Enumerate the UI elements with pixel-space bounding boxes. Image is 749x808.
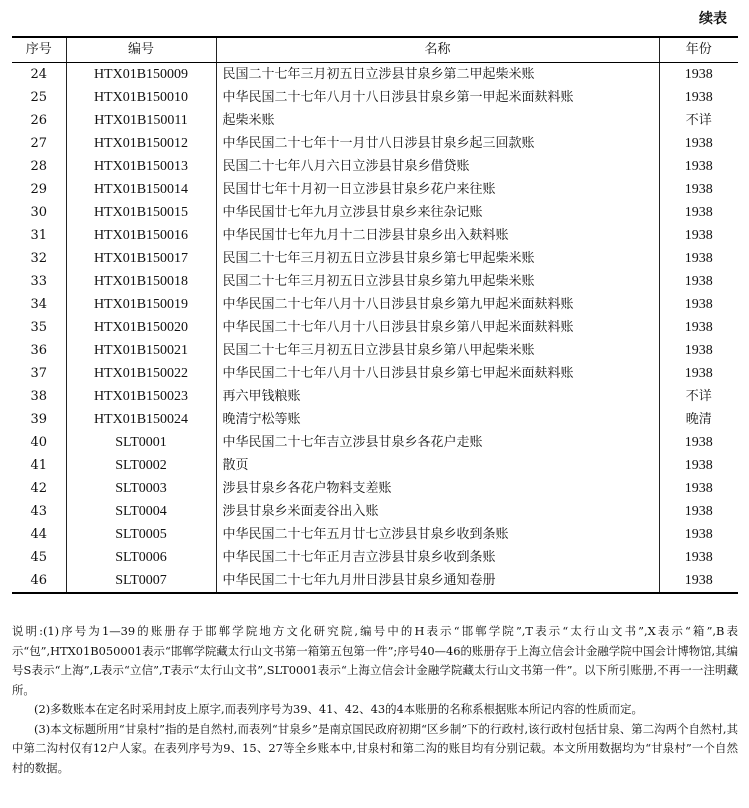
row-id: HTX01B150018 <box>66 270 216 293</box>
row-seq: 45 <box>30 550 48 565</box>
row-seq: 44 <box>30 527 48 542</box>
table-row <box>12 132 738 155</box>
row-id: HTX01B150024 <box>66 408 216 431</box>
table-row <box>12 385 738 408</box>
row-year: 1938 <box>659 247 738 270</box>
row-id: HTX01B150015 <box>66 201 216 224</box>
row-name: 中华民国二十七年八月十八日涉县甘泉乡第九甲起米面麸料账 <box>216 293 659 316</box>
row-seq: 32 <box>30 251 48 266</box>
row-name: 中华民国二十七年八月十八日涉县甘泉乡第七甲起米面麸料账 <box>216 362 659 385</box>
row-name: 涉县甘泉乡米面麦谷出入账 <box>216 500 659 523</box>
row-name: 散页 <box>216 454 659 477</box>
row-seq: 27 <box>30 136 48 151</box>
row-id: HTX01B150017 <box>66 247 216 270</box>
table-row <box>12 109 738 132</box>
row-seq: 40 <box>30 435 48 450</box>
row-id: HTX01B150011 <box>66 109 216 132</box>
table-row <box>12 500 738 523</box>
row-name: 中华民国二十七年十一月廿八日涉县甘泉乡起三回款账 <box>216 132 659 155</box>
table-row <box>12 546 738 569</box>
row-id: HTX01B150023 <box>66 385 216 408</box>
row-seq: 41 <box>30 458 48 473</box>
row-id: HTX01B150014 <box>66 178 216 201</box>
table-row <box>12 569 738 593</box>
header-id: 编号 <box>66 37 216 63</box>
row-seq: 34 <box>30 297 48 312</box>
row-seq: 25 <box>30 90 48 105</box>
row-name: 中华民国二十七年八月十八日涉县甘泉乡第八甲起米面麸料账 <box>216 316 659 339</box>
row-name: 民国二十七年三月初五日立涉县甘泉乡第九甲起柴米账 <box>216 270 659 293</box>
row-seq: 33 <box>30 274 48 289</box>
table-row <box>12 224 738 247</box>
table-row <box>12 477 738 500</box>
row-year: 1938 <box>659 178 738 201</box>
row-year: 1938 <box>659 86 738 109</box>
row-seq: 36 <box>30 343 48 358</box>
row-year: 晚清 <box>659 408 738 431</box>
row-seq: 30 <box>30 205 48 220</box>
table-notes <box>12 622 738 778</box>
row-seq: 42 <box>30 481 48 496</box>
row-year: 1938 <box>659 155 738 178</box>
note-1: 说明:(1)序号为1—39的账册存于邯郸学院地方文化研究院,编号中的H表示“邯郸学院”,T表示“太行山文书”,X表示“箱”,B表示“包”,HTX01B050001表示“邯郸学院藏太行山文书第一箱第五包第一件”;序号40—46的账册存于上海立信会计金融学院中国会计博物馆,其编号S表示“上海”,L表示“立信”,T表示“太行山文书”,SLT0001表示“上海立信会计金融学院藏太行山文书第一件”。以下所引账册,不再一一注明藏所。 <box>12 624 738 697</box>
row-id: HTX01B150013 <box>66 155 216 178</box>
row-name: 中华民国二十七年九月卅日涉县甘泉乡通知卷册 <box>216 569 659 593</box>
row-year: 1938 <box>659 201 738 224</box>
header-year: 年份 <box>659 37 738 63</box>
row-year: 1938 <box>659 339 738 362</box>
table-row <box>12 316 738 339</box>
row-name: 中华民国廿七年九月立涉县甘泉乡来往杂记账 <box>216 201 659 224</box>
row-id: HTX01B150021 <box>66 339 216 362</box>
row-year: 1938 <box>659 500 738 523</box>
row-name: 起柴米账 <box>216 109 659 132</box>
table-row <box>12 178 738 201</box>
note-2: (2)多数账本在定名时采用封皮上原字,而表列序号为39、41、42、43的4本账册的名称系根据账本所记内容的性质而定。 <box>34 702 643 716</box>
table-row <box>12 523 738 546</box>
header-seq: 序号 <box>12 37 66 63</box>
note-3: (3)本文标题所用“甘泉村”指的是自然村,而表列“甘泉乡”是南京国民政府初期“区乡制”下的行政村,该行政村包括甘泉、第二沟两个自然村,其中第二沟村仅有12户人家。在表列序号为9、15、27等全乡账本中,甘泉村和第二沟的账目均有分别记载。本文所用数据均为“甘泉村”一个自然村的数据。 <box>12 721 738 775</box>
row-id: SLT0007 <box>66 569 216 593</box>
row-year: 1938 <box>659 270 738 293</box>
table-row <box>12 270 738 293</box>
row-seq: 46 <box>12 569 66 593</box>
table-row <box>12 339 738 362</box>
row-year: 不详 <box>659 385 738 408</box>
table-row <box>12 454 738 477</box>
row-seq: 29 <box>30 182 48 197</box>
table-row <box>12 431 738 454</box>
row-name: 再六甲钱粮账 <box>216 385 659 408</box>
table-row <box>12 408 738 431</box>
row-year: 1938 <box>659 569 738 593</box>
row-seq: 38 <box>30 389 48 404</box>
row-id: HTX01B150020 <box>66 316 216 339</box>
row-name: 中华民国二十七年五月廿七立涉县甘泉乡收到条账 <box>216 523 659 546</box>
row-id: SLT0004 <box>66 500 216 523</box>
table-row <box>12 362 738 385</box>
row-year: 1938 <box>659 63 738 87</box>
row-seq: 24 <box>30 67 48 82</box>
row-year: 1938 <box>659 362 738 385</box>
row-seq: 26 <box>30 113 48 128</box>
row-name: 涉县甘泉乡各花户物料支差账 <box>216 477 659 500</box>
row-id: SLT0002 <box>66 454 216 477</box>
row-year: 1938 <box>659 132 738 155</box>
row-id: HTX01B150022 <box>66 362 216 385</box>
table-row <box>12 201 738 224</box>
table-row <box>12 155 738 178</box>
row-id: HTX01B150012 <box>66 132 216 155</box>
row-seq: 37 <box>30 366 48 381</box>
ledger-table <box>12 36 738 594</box>
row-id: HTX01B150010 <box>66 86 216 109</box>
row-year: 1938 <box>659 454 738 477</box>
table-row <box>12 293 738 316</box>
row-seq: 43 <box>30 504 48 519</box>
header-name: 名称 <box>216 37 659 63</box>
row-id: HTX01B150019 <box>66 293 216 316</box>
table-row <box>12 63 738 87</box>
row-id: SLT0006 <box>66 546 216 569</box>
row-id: HTX01B150016 <box>66 224 216 247</box>
row-id: SLT0005 <box>66 523 216 546</box>
row-name: 中华民国廿七年九月十二日涉县甘泉乡出入麸料账 <box>216 224 659 247</box>
row-seq: 31 <box>30 228 48 243</box>
row-name: 中华民国二十七年八月十八日涉县甘泉乡第一甲起米面麸料账 <box>216 86 659 109</box>
table-row <box>12 247 738 270</box>
row-year: 1938 <box>659 431 738 454</box>
row-year: 1938 <box>659 523 738 546</box>
row-year: 不详 <box>659 109 738 132</box>
row-name: 民国二十七年八月六日立涉县甘泉乡借贷账 <box>216 155 659 178</box>
row-year: 1938 <box>659 224 738 247</box>
table-header-row <box>12 37 738 63</box>
row-seq: 35 <box>30 320 48 335</box>
row-name: 民国廿七年十月初一日立涉县甘泉乡花户来往账 <box>216 178 659 201</box>
row-seq: 39 <box>30 412 48 427</box>
row-year: 1938 <box>659 546 738 569</box>
row-name: 民国二十七年三月初五日立涉县甘泉乡第七甲起柴米账 <box>216 247 659 270</box>
row-name: 民国二十七年三月初五日立涉县甘泉乡第二甲起柴米账 <box>216 63 659 87</box>
row-seq: 28 <box>30 159 48 174</box>
row-id: SLT0003 <box>66 477 216 500</box>
row-name: 中华民国二十七年吉立涉县甘泉乡各花户走账 <box>216 431 659 454</box>
row-name: 中华民国二十七年正月吉立涉县甘泉乡收到条账 <box>216 546 659 569</box>
table-body <box>12 63 738 594</box>
row-id: HTX01B150009 <box>66 63 216 87</box>
row-year: 1938 <box>659 293 738 316</box>
row-name: 民国二十七年三月初五日立涉县甘泉乡第八甲起柴米账 <box>216 339 659 362</box>
row-id: SLT0001 <box>66 431 216 454</box>
table-row <box>12 86 738 109</box>
row-name: 晚清宁松等账 <box>216 408 659 431</box>
row-year: 1938 <box>659 477 738 500</box>
continued-table-label: 续表 <box>699 11 727 27</box>
row-year: 1938 <box>659 316 738 339</box>
